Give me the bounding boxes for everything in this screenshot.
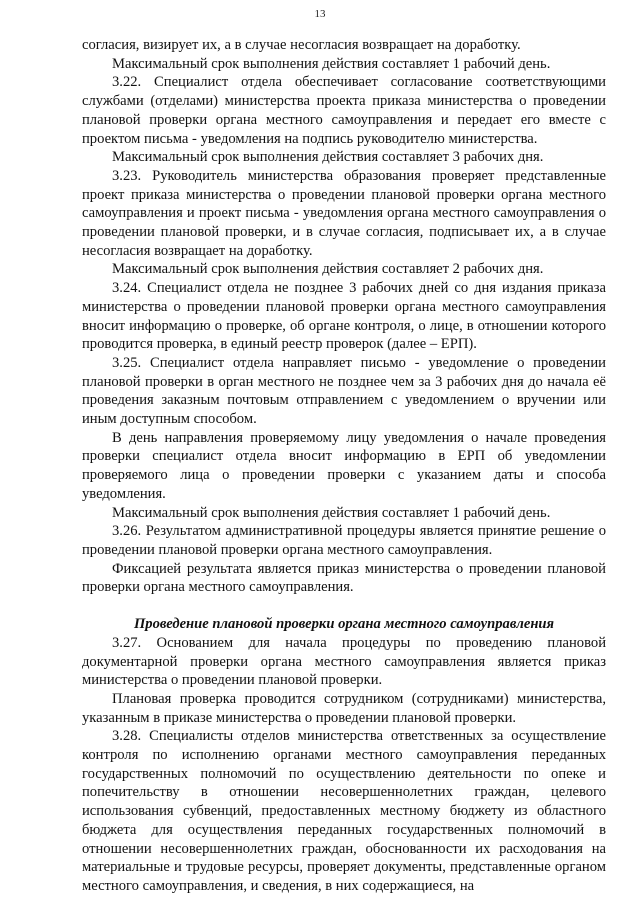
document-body xyxy=(82,36,606,896)
paragraph: Максимальный срок выполнения действия составляет 2 рабочих дня. xyxy=(112,261,544,278)
paragraph: В день направления проверяемому лицу уведомления о начале проведения проверки специалист отдела вносит информацию в ЕРП об уведомлении проверяемого лица о проведении проверки с указанием даты и способа уведомления. xyxy=(82,429,606,502)
paragraph-group-2 xyxy=(82,634,606,896)
paragraph: Максимальный срок выполнения действия составляет 1 рабочий день. xyxy=(112,504,551,521)
paragraph-group-1 xyxy=(82,36,606,597)
paragraph: Фиксацией результата является приказ министерства о проведении плановой проверки органа местного самоуправления. xyxy=(82,560,606,596)
paragraph: 3.28. Специалисты отделов министерства ответственных за осуществление контроля по исполнению органами местного самоуправления переданных государственных полномочий по осуществлению деятельности по опеке и попечительству в отношении несовершеннолетних граждан, целевого использования субвенций, предоставленных местному бюджету из областного бюджета для осуществления переданных государственных полномочий в отношении несовершеннолетних граждан, обоснованности их расходования на материальные и трудовые ресурсы, проверяет документы, представленные органом местного самоуправления, и сведения, в них содержащиеся, на xyxy=(82,728,606,894)
paragraph: 3.26. Результатом административной процедуры является принятие решение о проведении плановой проверки органа местного самоуправления. xyxy=(82,523,606,558)
page-number: 13 xyxy=(314,8,326,20)
section-heading: Проведение плановой проверки органа местного самоуправления xyxy=(133,616,555,633)
paragraph: 3.27. Основанием для начала процедуры по проведению плановой документарной проверки органа местного самоуправления является приказ министерства о проведении плановой проверки. xyxy=(82,634,606,689)
paragraph: 3.23. Руководитель министерства образования проверяет представленные проект приказа министерства о проведении плановой проверки органа местного самоуправления и проект письма - уведомления органа местного самоуправления о проведении плановой проверки, и в случае согласия, подписывает их, а в случае несогласия возвращает на доработку. xyxy=(82,167,606,259)
paragraph: Плановая проверка проводится сотрудником (сотрудниками) министерства, указанным в приказе министерства о проведении плановой проверки. xyxy=(82,690,606,726)
paragraph: 3.24. Специалист отдела не позднее 3 рабочих дней со дня издания приказа министерства о проведении плановой проверки органа местного самоуправления вносит информацию о проверке, об органе контроля, о лице, в отношении которого проводится проверка, в единый реестр проверок (далее – ЕРП). xyxy=(82,280,606,353)
paragraph: 3.25. Специалист отдела направляет письмо - уведомление о проведении плановой проверки в орган местного не позднее чем за 3 рабочих дня до начала её проведения заказным почтовым отправлением с уведомлением о вручении или иным доступным способом. xyxy=(82,354,606,428)
paragraph: 3.22. Специалист отдела обеспечивает согласование соответствующими службами (отделами) министерства проекта приказа министерства о проведении плановой проверки органа местного самоуправления и передает его вместе с проектом письма - уведомления на подпись руководителю министерства. xyxy=(82,74,606,147)
paragraph: Максимальный срок выполнения действия составляет 1 рабочий день. xyxy=(112,55,551,72)
paragraph: согласия, визирует их, а в случае несогласия возвращает на доработку. xyxy=(82,37,521,53)
paragraph: Максимальный срок выполнения действия составляет 3 рабочих дня. xyxy=(112,149,544,166)
